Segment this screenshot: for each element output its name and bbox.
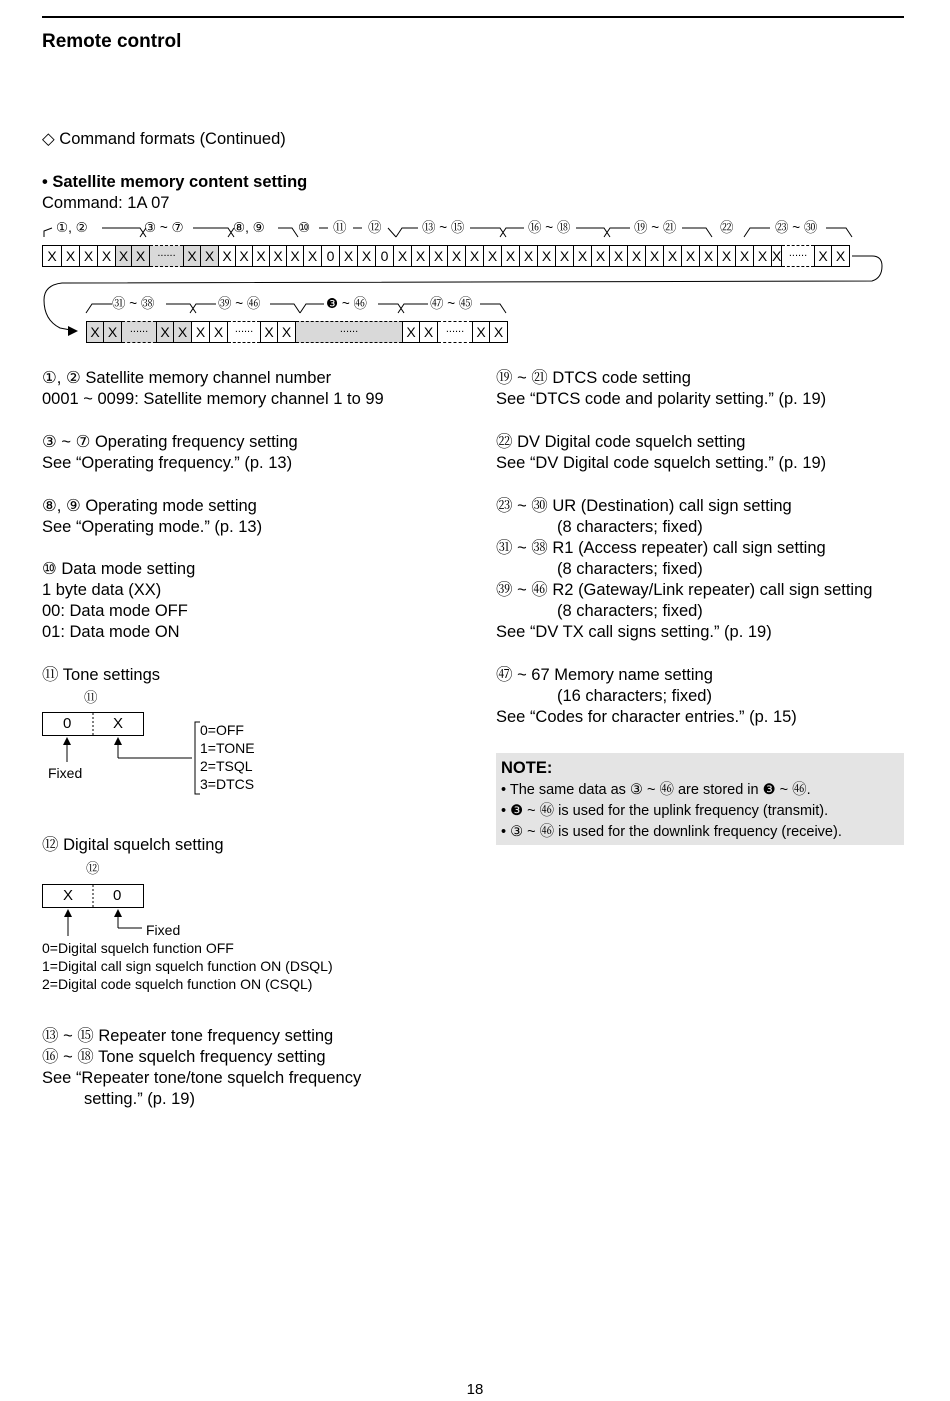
byte-cell: X [412, 245, 430, 267]
block-title: ⑬ ~ ⑮ Repeater tone frequency setting [42, 1027, 334, 1045]
block-title: ㊴ ~ ㊻ R2 (Gateway/Link repeater) call sign setting [496, 581, 873, 599]
dsq-fixed-digit: 0 [113, 887, 122, 904]
byte-cell: X [116, 245, 132, 267]
byte-cell: X [592, 245, 610, 267]
call-sign-block [496, 496, 872, 643]
byte-cell: X [183, 245, 201, 267]
note-title: NOTE: [501, 759, 553, 777]
page-number: 18 [466, 1381, 484, 1398]
byte-cell: X [278, 321, 296, 343]
block-title: ⑯ ~ ⑱ Tone squelch frequency setting [42, 1048, 326, 1066]
byte-cell: X [358, 245, 376, 267]
dsq-option: 0=Digital squelch function OFF [42, 940, 234, 956]
tone-option: 1=TONE [200, 740, 255, 756]
byte-cell: X [520, 245, 538, 267]
subsection-title: ◇ Command formats (Continued) [42, 130, 286, 148]
block-title: ⑩ Data mode setting [42, 560, 196, 578]
note-item: • ③ ~ ㊻ is used for the downlink frequency (receive). [501, 824, 842, 840]
block-text: 1 byte data (XX) [42, 581, 162, 599]
label-13-15: ⑬ ~ ⑮ [422, 220, 465, 235]
byte-cell: X [430, 245, 448, 267]
ellipsis: ...... [438, 321, 472, 343]
byte-cell: X [132, 245, 150, 267]
block-title: ⑲ ~ ㉑ DTCS code setting [496, 369, 691, 387]
label-19-21: ⑲ ~ ㉑ [634, 220, 677, 235]
byte-cell: X [402, 321, 420, 343]
tone-fixed-digit: 0 [63, 715, 72, 732]
label-31-38: ㉛ ~ ㊳ [112, 296, 155, 311]
note-box [496, 753, 904, 845]
block-text: (16 characters; fixed) [557, 687, 712, 705]
label-1-2: ①, ② [56, 220, 88, 235]
dv-code-squelch-block [496, 432, 826, 474]
byte-cell: 0 [376, 245, 394, 267]
block-text: See “Codes for character entries.” (p. 15) [496, 708, 797, 726]
byte-cell: X [174, 321, 192, 343]
digital-squelch-title: ⑫ Digital squelch setting [42, 836, 224, 854]
label-12: ⑫ [368, 220, 382, 235]
ellipsis: ...... [228, 321, 260, 343]
byte-cell: X [646, 245, 664, 267]
byte-cell: X [448, 245, 466, 267]
byte-cell: X [832, 245, 850, 267]
byte-cell: X [394, 245, 412, 267]
label-3-7: ③ ~ ⑦ [144, 220, 184, 235]
block-text: See “DV TX call signs setting.” (p. 19) [496, 623, 772, 641]
label-47-55: ㊼ ~ ㊺ [430, 296, 473, 311]
byte-cell: X [682, 245, 700, 267]
byte-cell: X [287, 245, 304, 267]
block-text: (8 characters; fixed) [557, 560, 703, 578]
ellipsis: ...... [296, 321, 402, 343]
byte-cell: X [736, 245, 754, 267]
label-39-46: ㊴ ~ ㊻ [218, 296, 261, 311]
note-item: • ❸ ~ ㊻ is used for the uplink frequency (transmit). [501, 803, 829, 819]
block-title: ㊼ ~ 67 Memory name setting [496, 666, 713, 684]
byte-cell: X [472, 321, 490, 343]
label-8-9: ⑧, ⑨ [233, 220, 265, 235]
block-title: ③ ~ ⑦ Operating frequency setting [42, 433, 298, 451]
byte-cell: X [219, 245, 236, 267]
note-item: • The same data as ③ ~ ㊻ are stored in ❸ ~ ㊻. [501, 782, 811, 798]
block-text: 0001 ~ 0099: Satellite memory channel 1 to 99 [42, 390, 384, 408]
repeater-tone-block [42, 1026, 361, 1110]
byte-cell: X [610, 245, 628, 267]
label-10: ⑩ [298, 220, 311, 235]
block-text: See “Operating mode.” (p. 13) [42, 518, 263, 536]
block-text: See “DTCS code and polarity setting.” (p. 19) [496, 390, 827, 408]
byte-cell: X [86, 321, 104, 343]
heading: • Satellite memory content setting [42, 173, 308, 191]
dsq-arrows [0, 0, 300, 960]
dsq-options [42, 939, 333, 993]
dsq-fixed-label: Fixed [146, 922, 181, 938]
block-title: ⑧, ⑨ Operating mode setting [42, 497, 257, 515]
byte-cell: X [772, 245, 782, 267]
ellipsis: ...... [782, 245, 814, 267]
dsq-option: 1=Digital call sign squelch function ON (DSQL) [42, 958, 333, 974]
ellipsis: ...... [122, 321, 156, 343]
byte-cell: X [502, 245, 520, 267]
byte-cell: X [574, 245, 592, 267]
block-text: (8 characters; fixed) [557, 518, 703, 536]
tone-option: 3=DTCS [200, 776, 255, 792]
label-16-18: ⑯ ~ ⑱ [528, 220, 571, 235]
dsq-marker: ⑫ [86, 861, 100, 876]
byte-cell: X [718, 245, 736, 267]
byte-cell: X [104, 321, 122, 343]
byte-cell: X [192, 321, 210, 343]
tone-fixed-label: Fixed [48, 765, 83, 781]
block-text: See “Operating frequency.” (p. 13) [42, 454, 293, 472]
label-23-30: ㉓ ~ ㉚ [775, 220, 818, 235]
dtcs-block [496, 368, 826, 410]
section-title: Remote control [42, 31, 182, 52]
tone-variable-digit: X [113, 715, 124, 732]
byte-cell: X [754, 245, 772, 267]
byte-cell: X [270, 245, 287, 267]
block-title: ㉛ ~ ㊳ R1 (Access repeater) call sign setting [496, 539, 826, 557]
tone-option: 0=OFF [200, 722, 244, 738]
byte-cell: X [484, 245, 502, 267]
byte-cell: X [700, 245, 718, 267]
byte-cell: X [538, 245, 556, 267]
byte-cell: X [98, 245, 116, 267]
block-title: ①, ② Satellite memory channel number [42, 369, 332, 387]
block-text: setting.” (p. 19) [84, 1090, 195, 1108]
ellipsis: ...... [150, 245, 183, 267]
byte-cell: X [340, 245, 358, 267]
byte-cell: 0 [322, 245, 340, 267]
tone-marker: ⑪ [84, 690, 98, 705]
block-text: (8 characters; fixed) [557, 602, 703, 620]
dsq-option: 2=Digital code squelch function ON (CSQL) [42, 976, 313, 992]
tone-settings-title: ⑪ Tone settings [42, 666, 161, 684]
byte-cell: X [304, 245, 322, 267]
byte-cell: X [42, 245, 62, 267]
byte-cell: X [156, 321, 174, 343]
label-11: ⑪ [333, 220, 347, 235]
label-22: ㉒ [720, 220, 734, 235]
byte-cell: X [490, 321, 508, 343]
command-line: Command: 1A 07 [42, 194, 170, 212]
block-text: 00: Data mode OFF [42, 602, 188, 620]
byte-cell: X [62, 245, 80, 267]
byte-cell: X [664, 245, 682, 267]
block-text: 01: Data mode ON [42, 623, 180, 641]
byte-cell: X [556, 245, 574, 267]
block-text: See “Repeater tone/tone squelch frequency [42, 1069, 362, 1087]
byte-cell: X [814, 245, 832, 267]
block-title: ㉓ ~ ㉚ UR (Destination) call sign setting [496, 497, 792, 515]
dsq-variable-digit: X [63, 887, 74, 904]
byte-cell: X [253, 245, 270, 267]
byte-cell: X [236, 245, 253, 267]
byte-cell: X [201, 245, 219, 267]
byte-cell: X [628, 245, 646, 267]
block-title: ㉒ DV Digital code squelch setting [496, 433, 746, 451]
memory-name-block [496, 665, 797, 728]
byte-cell: X [80, 245, 98, 267]
byte-cell: X [210, 321, 228, 343]
tone-option: 2=TSQL [200, 758, 253, 774]
byte-cell: X [466, 245, 484, 267]
note-list [501, 780, 842, 843]
byte-cell: X [420, 321, 438, 343]
byte-cell: X [260, 321, 278, 343]
label-uplink-3-46: ❸ ~ ㊻ [326, 296, 367, 311]
block-text: See “DV Digital code squelch setting.” (p. 19) [496, 454, 827, 472]
